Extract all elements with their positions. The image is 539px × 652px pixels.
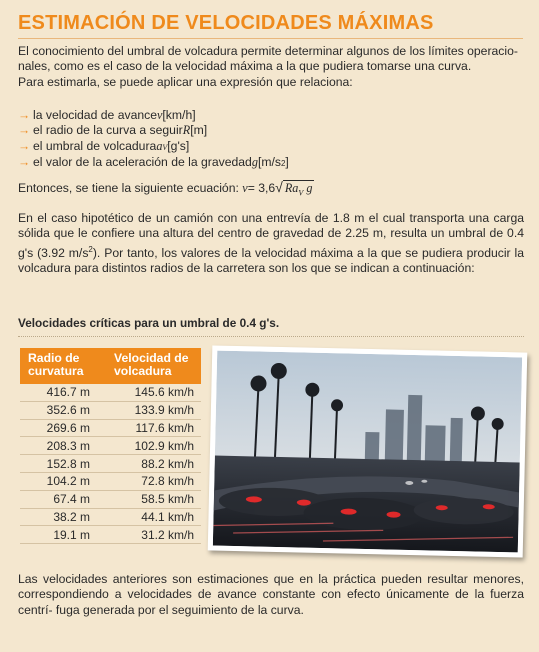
cell-velocity: 72.8 km/h [141,474,194,489]
equation-lhs: v [242,181,248,195]
cell-velocity: 117.6 km/h [135,420,194,435]
list-item-sub: V [162,142,168,152]
equation-constant: = 3,6 [247,181,276,195]
cell-velocity: 31.2 km/h [141,527,194,542]
cell-radius: 104.2 m [46,474,90,489]
radicand-g: g [303,181,313,195]
cell-radius: 19.1 m [53,527,90,542]
table-row [20,420,201,438]
table-row [20,526,201,544]
arrow-right-icon: → [18,108,31,122]
table-row [20,491,201,509]
radicand-sub: V [298,188,304,198]
closing-paragraph: Las velocidades anteriores son estimaciones que en la práctica pueden resultar menores, correspondiendo a velocidades de avance constante con efecto únicamente de la fuerza centrí- fuga generada por el seguimiento de la curva. [18,572,524,617]
cell-radius: 416.7 m [46,385,90,400]
page-title: ESTIMACIÓN DE VELOCIDADES MÁXIMAS [18,12,434,34]
list-item [18,123,289,138]
list-item-var: a [156,138,163,153]
cell-velocity: 58.5 km/h [141,492,194,507]
table-row [20,402,201,420]
cell-velocity: 44.1 km/h [141,509,194,524]
intro-paragraph [18,44,524,90]
intro-line-2: nales, como es el caso de la velocidad máxima a la que pudiera tomarse una curva. [18,59,472,74]
cell-velocity: 133.9 km/h [134,403,194,418]
list-item [18,139,289,155]
arrow-right-icon: → [18,155,31,170]
scenario-paragraph [18,211,524,277]
equation-line [18,180,524,201]
equation-radicand [283,180,315,198]
table-row [20,473,201,491]
list-item-unit: [m/s [257,155,281,170]
intro-line-3: Para estimarla, se puede aplicar una expresión que relaciona: [18,74,353,89]
header-radius: Radio de curvatura [28,351,84,378]
arrow-right-icon: → [18,123,31,138]
variable-list [18,108,289,172]
list-item-unit: [g's] [167,138,190,153]
list-item-var: R [182,123,191,138]
scenario-sup: 2 [88,244,93,254]
table-title: Velocidades críticas para un umbral de 0.4 g's. [18,316,280,330]
cell-radius: 208.3 m [46,438,90,453]
title-divider [18,38,523,39]
table-row [20,509,201,527]
list-item-var: g [251,155,258,170]
equation-lead: Entonces, se tiene la siguiente ecuación: [18,181,243,195]
cell-radius: 67.4 m [53,492,90,507]
header-velocity: Velocidad de volcadura [114,351,189,378]
radicand-ra: Ra [284,181,299,195]
list-item-text: el radio de la curva a seguir [33,123,183,138]
intro-line-1: El conocimiento del umbral de volcadura permite determinar algunos de los límites operacio- [18,44,518,58]
list-item-var: v [157,108,163,122]
cell-radius: 38.2 m [53,509,90,524]
list-item-unit: [km/h] [162,108,196,122]
list-item [18,155,289,171]
cell-radius: 269.6 m [46,420,90,435]
table-body [20,384,201,544]
cell-velocity: 102.9 km/h [134,438,194,453]
list-item-sup: 2 [280,159,286,169]
highway-traffic-icon [213,351,522,553]
list-item-text: la velocidad de avance [33,108,157,122]
table-row [20,455,201,473]
table-row [20,384,201,402]
arrow-right-icon: → [18,138,31,153]
list-item [18,108,289,123]
cell-velocity: 145.6 km/h [134,385,194,400]
scenario-text-rest: ). Por tanto, los valores de la velocidad máxima a la que se pudiera producir la volcadura para distintos radios de la carretera son los que se indican a continuación: [18,245,524,276]
list-item-unit: [m] [190,123,208,138]
cell-radius: 152.8 m [46,456,90,471]
list-item-tail: ] [285,155,289,170]
highway-photo [208,345,528,557]
table-row [20,437,201,455]
cell-velocity: 88.2 km/h [141,456,194,471]
table-header [20,348,201,384]
velocity-table [20,348,201,544]
list-item-text: el umbral de volcadura [33,138,157,153]
scenario-text: En el caso hipotético de un camión con una entrevía de 1.8 m el cual transporta una carga sólida que le confiere una altura del centro de gravedad de 2.25 m, resulta un umbral de 0.4 g's (3.92 m/s [18,211,524,260]
list-item-text: el valor de la aceleración de la gravedad [33,155,252,170]
cell-radius: 352.6 m [46,403,90,418]
sqrt-icon: √ [275,179,283,195]
dotted-divider [18,336,524,337]
